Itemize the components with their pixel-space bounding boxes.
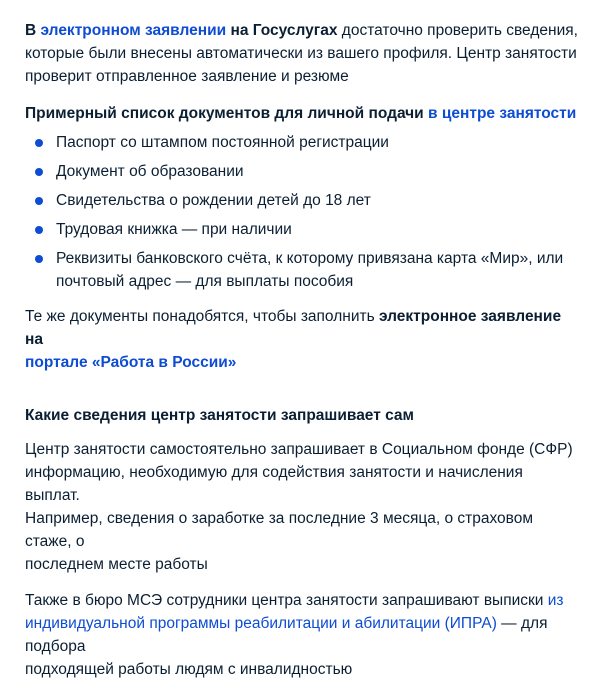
list-item xyxy=(25,131,580,154)
center-paragraph xyxy=(25,438,580,576)
intro-prefix: В xyxy=(25,22,41,39)
mse-rest: — для подбора xyxy=(25,615,548,655)
portal-text: Те же документы понадобятся, чтобы заполнить xyxy=(25,308,379,325)
mse-text: Также в бюро МСЭ сотрудники центра занятости запрашивают выписки xyxy=(25,592,548,609)
employment-center-link[interactable]: в центре занятости xyxy=(428,105,577,122)
ipra-link[interactable]: индивидуальной программы реабилитации и абилитации (ИПРА) xyxy=(25,615,497,632)
bullet-icon xyxy=(35,168,43,176)
list-item-text: Свидетельства о рождении детей до 18 лет xyxy=(56,192,371,209)
list-item xyxy=(25,247,580,293)
center-line1: Центр занятости самостоятельно запрашивает в Социальном фонде (СФР) xyxy=(25,441,573,458)
portal-paragraph xyxy=(25,305,580,374)
list-item-text: Документ об образовании xyxy=(56,163,244,180)
intro-line3: проверит отправленное заявление и резюме xyxy=(25,68,349,85)
center-line2: информацию, необходимую для содействия занятости и начисления выплат. xyxy=(25,464,523,504)
section-heading: Какие сведения центр занятости запрашивает сам xyxy=(25,407,415,424)
intro-mid: на xyxy=(226,22,253,39)
gosuslugi-text: Госуслугах xyxy=(252,22,338,39)
list-item-text: Паспорт со штампом постоянной регистрации xyxy=(56,134,389,151)
docs-heading xyxy=(25,102,580,125)
bullet-icon xyxy=(35,255,43,263)
docs-heading-text: Примерный список документов для личной подачи xyxy=(25,105,429,122)
list-item-text: Трудовая книжка — при наличии xyxy=(56,221,292,238)
center-line4: последнем месте работы xyxy=(25,556,208,573)
intro-paragraph xyxy=(25,19,580,88)
intro-line1-rest: достаточно проверить сведения, xyxy=(337,22,578,39)
documents-list xyxy=(25,131,580,293)
list-item xyxy=(25,218,580,241)
list-item-text-line2: почтовый адрес — для выплаты пособия xyxy=(56,273,354,290)
intro-line2: которые были внесены автоматически из вашего профиля. Центр занятости xyxy=(25,45,577,62)
ipra-link-part1[interactable]: из xyxy=(547,592,564,609)
mse-paragraph xyxy=(25,589,580,681)
electronic-application-link[interactable]: электронном заявлении xyxy=(40,22,227,39)
bullet-icon xyxy=(35,139,43,147)
bullet-icon xyxy=(35,197,43,205)
bullet-icon xyxy=(35,226,43,234)
center-line3: Например, сведения о заработке за последние 3 месяца, о страховом стаже, о xyxy=(25,510,534,550)
work-in-russia-link[interactable]: портале «Работа в России» xyxy=(25,354,237,371)
list-item xyxy=(25,189,580,212)
mse-line3: подходящей работы людям с инвалидностью xyxy=(25,661,353,678)
list-item-text: Реквизиты банковского счёта, к которому привязана карта «Мир», или xyxy=(56,250,564,267)
portal-bold: электронное заявление на xyxy=(25,308,562,348)
list-item xyxy=(25,160,580,183)
